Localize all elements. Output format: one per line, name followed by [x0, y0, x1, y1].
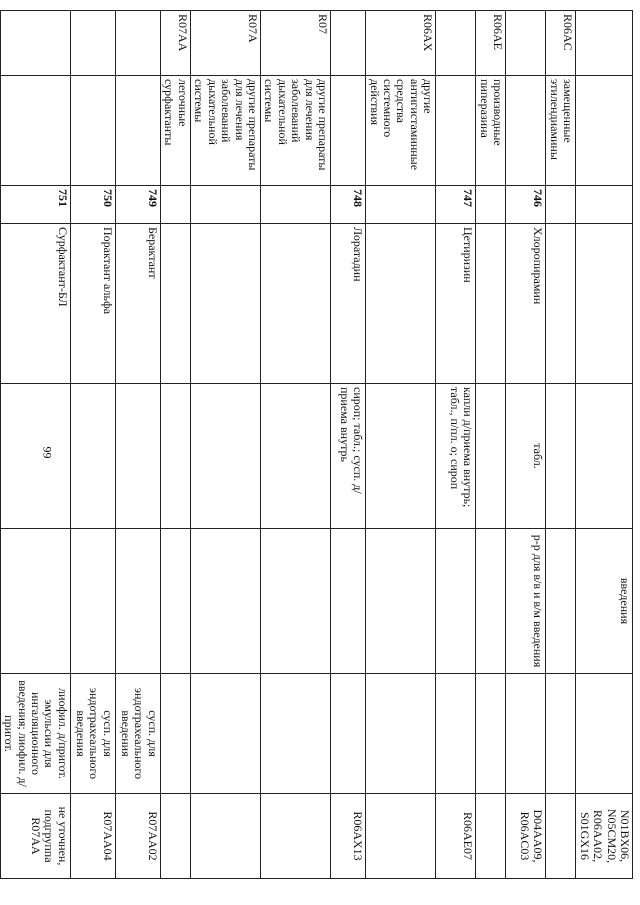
cell-form-tablets: [160, 384, 190, 529]
cell-drug: Лоратадин: [331, 224, 366, 384]
table-row-continuation: [576, 11, 633, 879]
cell-form-tablets: табл.: [506, 384, 546, 529]
cell-code: [576, 11, 633, 76]
cell-number: [476, 186, 506, 224]
cell-number: 749: [115, 186, 160, 224]
cell-number: [546, 186, 576, 224]
cell-code: [436, 11, 476, 76]
cell-form-tablets: [115, 384, 160, 529]
cell-form-suspension: [476, 674, 506, 794]
cell-group: другие антигистаминные средства системного действия: [366, 76, 436, 186]
cell-form-suspension: [331, 674, 366, 794]
cell-form-tablets: капли д/приема внутрь; табл., п/пл. о; сироп: [436, 384, 476, 529]
cell-drug: [190, 224, 260, 384]
cell-form-suspension: [436, 674, 476, 794]
cell-drug: [160, 224, 190, 384]
cell-form-injection: [160, 529, 190, 674]
cell-form-suspension: [546, 674, 576, 794]
cell-atc: [366, 794, 436, 879]
cell-form-suspension: [366, 674, 436, 794]
cell-form-injection: [331, 529, 366, 674]
cell-group: [0, 76, 70, 186]
cell-form-tablets: [70, 384, 115, 529]
cell-drug: [576, 224, 633, 384]
cell-code: R07: [261, 11, 331, 76]
cell-group: [115, 76, 160, 186]
cell-number: 747: [436, 186, 476, 224]
cell-number: 746: [506, 186, 546, 224]
table-row-group: [261, 11, 331, 879]
cell-number: 748: [331, 186, 366, 224]
cell-form-tablets: [366, 384, 436, 529]
cell-form-injection: [70, 529, 115, 674]
cell-form-injection: р-р для в/в и в/м введения: [506, 529, 546, 674]
cell-form-suspension: сусп. для эндотрахеального введения: [115, 674, 160, 794]
cell-drug: Сурфактант-БЛ: [0, 224, 70, 384]
cell-number: [261, 186, 331, 224]
cell-atc: R07AA02: [115, 794, 160, 879]
cell-group: [506, 76, 546, 186]
cell-number: [160, 186, 190, 224]
table-row-group: [160, 11, 190, 879]
drug-table: [0, 10, 633, 879]
table-row-group: [190, 11, 260, 879]
cell-code: R07AA: [160, 11, 190, 76]
cell-atc: [190, 794, 260, 879]
cell-form-injection: [190, 529, 260, 674]
cell-form-injection: [115, 529, 160, 674]
cell-atc: [261, 794, 331, 879]
cell-code: [115, 11, 160, 76]
cell-form-suspension: [160, 674, 190, 794]
cell-form-suspension: [576, 674, 633, 794]
cell-form-injection: [436, 529, 476, 674]
cell-drug: [546, 224, 576, 384]
cell-form-injection: введения: [576, 529, 633, 674]
cell-group: легочные сурфактанты: [160, 76, 190, 186]
cell-form-tablets: [0, 384, 70, 529]
cell-form-injection: [546, 529, 576, 674]
cell-form-injection: [261, 529, 331, 674]
table-row-group: [546, 11, 576, 879]
cell-code: R07A: [190, 11, 260, 76]
cell-atc: [476, 794, 506, 879]
cell-atc: R07AA04: [70, 794, 115, 879]
cell-atc: [546, 794, 576, 879]
cell-drug: Берактант: [115, 224, 160, 384]
cell-atc: N01BX06, N05CM20, R06AA02, S01GX16: [576, 794, 633, 879]
cell-form-injection: [0, 529, 70, 674]
table-row-drug: [115, 11, 160, 879]
cell-atc: не уточнен, подгруппа R07AA: [0, 794, 70, 879]
cell-form-suspension: сусп. для эндотрахеального введения: [70, 674, 115, 794]
cell-form-injection: [366, 529, 436, 674]
table-row-drug: [331, 11, 366, 879]
cell-code: [331, 11, 366, 76]
cell-number: [576, 186, 633, 224]
cell-form-suspension: [506, 674, 546, 794]
cell-form-tablets: [261, 384, 331, 529]
cell-drug: Хлоропирамин: [506, 224, 546, 384]
cell-atc: R06AX13: [331, 794, 366, 879]
cell-drug: [366, 224, 436, 384]
table-row-group: [476, 11, 506, 879]
cell-form-tablets: [576, 384, 633, 529]
table-row-group: [366, 11, 436, 879]
cell-number: 751: [0, 186, 70, 224]
table-row-drug: [506, 11, 546, 879]
cell-form-tablets: [476, 384, 506, 529]
cell-form-tablets: [546, 384, 576, 529]
cell-drug: [261, 224, 331, 384]
cell-form-injection: [476, 529, 506, 674]
cell-group: другие препараты для лечения заболеваний дыхательной системы: [190, 76, 260, 186]
cell-code: R06AC: [546, 11, 576, 76]
cell-form-tablets: сироп; табл.; сусп. д/приема внутрь: [331, 384, 366, 529]
cell-form-suspension: [261, 674, 331, 794]
cell-atc: [160, 794, 190, 879]
cell-drug: Цетиризин: [436, 224, 476, 384]
cell-code: R06AX: [366, 11, 436, 76]
cell-number: [366, 186, 436, 224]
cell-number: [190, 186, 260, 224]
page-number: 99: [40, 446, 55, 458]
cell-group: [436, 76, 476, 186]
cell-form-suspension: [190, 674, 260, 794]
cell-drug: [476, 224, 506, 384]
cell-number: 750: [70, 186, 115, 224]
table-row-drug: [0, 11, 70, 879]
table-row-drug: [70, 11, 115, 879]
cell-drug: Порактант альфа: [70, 224, 115, 384]
cell-code: R06AE: [476, 11, 506, 76]
cell-group: замещенные этилендиамины: [546, 76, 576, 186]
cell-group: производные пиперазина: [476, 76, 506, 186]
cell-code: [70, 11, 115, 76]
cell-group: [576, 76, 633, 186]
cell-form-suspension: лиофил. д/пригот. эмульсии для ингаляционного введения; лиофил. д/пригот.: [0, 674, 70, 794]
table-row-drug: [436, 11, 476, 879]
cell-atc: R06AE07: [436, 794, 476, 879]
cell-group: [331, 76, 366, 186]
cell-form-tablets: [190, 384, 260, 529]
cell-code: [506, 11, 546, 76]
cell-group: другие препараты для лечения заболеваний дыхательной системы: [261, 76, 331, 186]
cell-code: [0, 11, 70, 76]
cell-group: [70, 76, 115, 186]
cell-atc: D04AA09, R06AC03: [506, 794, 546, 879]
table-body: [0, 11, 632, 879]
